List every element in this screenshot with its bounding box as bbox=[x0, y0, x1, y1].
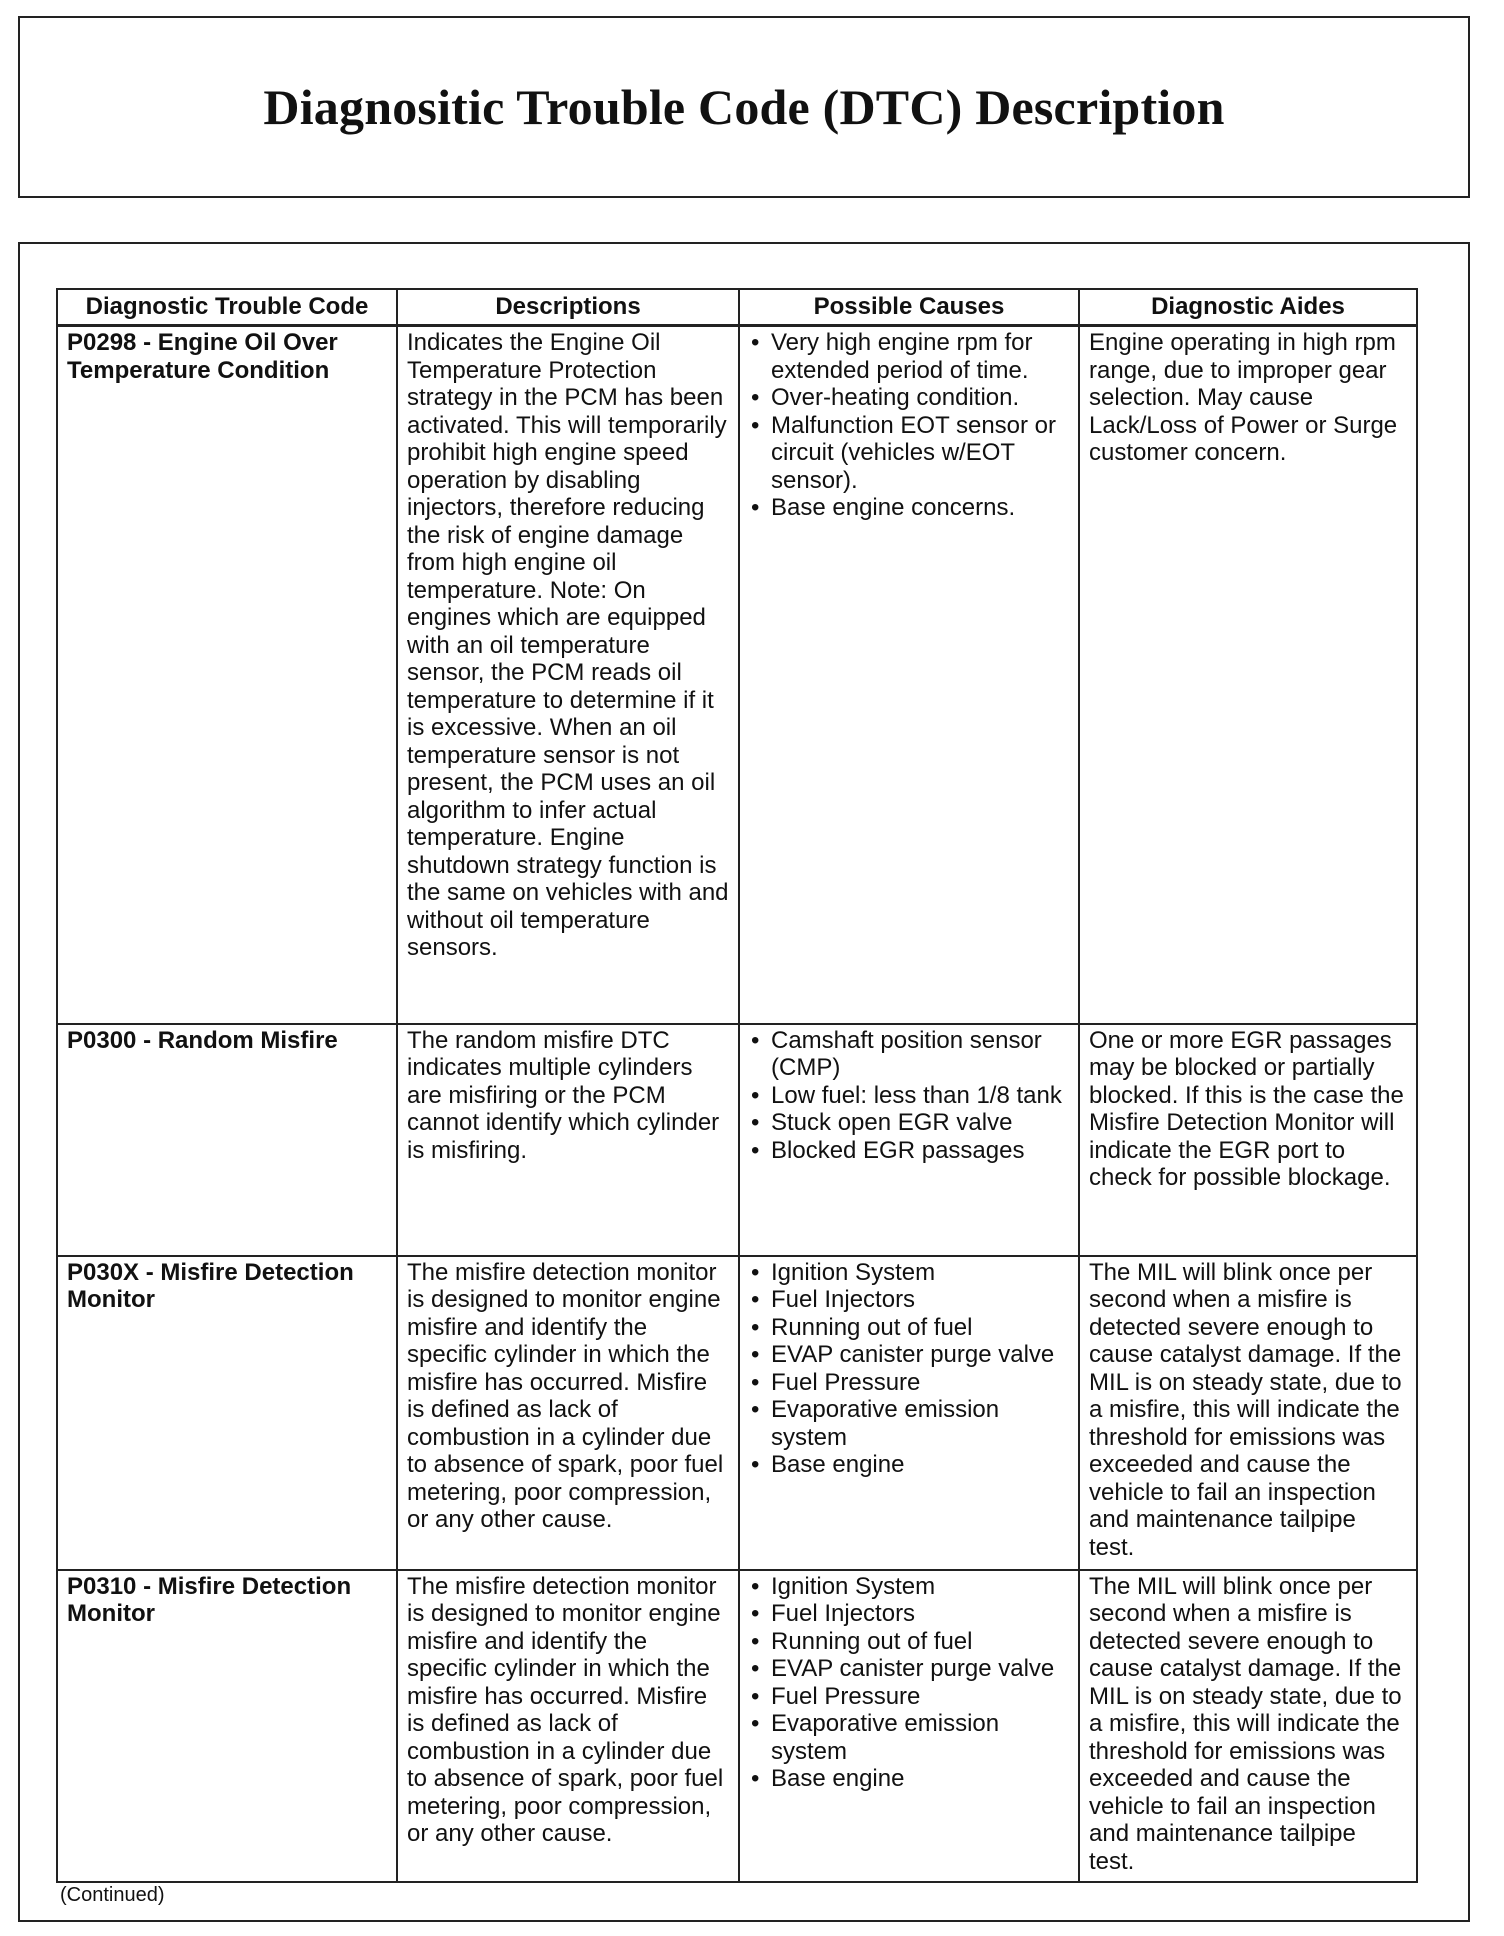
content-box bbox=[18, 242, 1470, 1922]
causes-list bbox=[749, 1573, 1069, 1793]
dtc-description: The misfire detection monitor is designed to monitor engine misfire and identify the specific cylinder in which the misfire has occurred. Misfire is defined as lack of combustion in a cylinder due to absence of spark, poor fuel metering, poor compression, or any other cause. bbox=[397, 1570, 739, 1882]
list-item: • EVAP canister purge valve bbox=[751, 1655, 1055, 1682]
list-item: • Malfunction EOT sensor or circuit (vehicles w/EOT sensor). bbox=[751, 411, 1057, 494]
continued-note: (Continued) bbox=[60, 1884, 165, 1906]
dtc-causes bbox=[739, 1024, 1079, 1256]
dtc-code: P0300 - Random Misfire bbox=[57, 1024, 397, 1256]
list-item: • Stuck open EGR valve bbox=[751, 1109, 1013, 1136]
header-descriptions: Descriptions bbox=[397, 289, 739, 326]
page-title: Diagnositic Trouble Code (DTC) Description bbox=[263, 79, 1225, 135]
table-row bbox=[57, 326, 1417, 1024]
list-item: • Base engine bbox=[751, 1451, 905, 1478]
list-item: • Low fuel: less than 1/8 tank bbox=[751, 1081, 1062, 1109]
dtc-description: The random misfire DTC indicates multiple cylinders are misfiring or the PCM cannot identify which cylinder is misfiring. bbox=[397, 1024, 739, 1256]
dtc-aides: The MIL will blink once per second when a misfire is detected severe enough to cause catalyst damage. If the MIL is on steady state, due to a misfire, this will indicate the threshold for emissions was exceeded and cause the vehicle to fail an inspection and maintenance tailpipe test. bbox=[1079, 1256, 1417, 1570]
dtc-table bbox=[56, 288, 1418, 1883]
dtc-causes bbox=[739, 326, 1079, 1024]
dtc-code: P0310 - Misfire Detection Monitor bbox=[57, 1570, 397, 1882]
dtc-description: Indicates the Engine Oil Temperature Protection strategy in the PCM has been activated. This will temporarily prohibit high engine speed operation by disabling injectors, therefore reducing the risk of engine damage from high engine oil temperature. Note: On engines which are equipped with an oil temperature sensor, the PCM reads oil temperature to determine if it is excessive. When an oil temperature sensor is not present, the PCM uses an oil algorithm to infer actual temperature. Engine shutdown strategy function is the same on vehicles with and without oil temperature sensors. bbox=[397, 326, 739, 1024]
list-item: • Very high engine rpm for extended period of time. bbox=[751, 329, 1033, 384]
dtc-aides: One or more EGR passages may be blocked or partially blocked. If this is the case the Misfire Detection Monitor will indicate the EGR port to check for possible blockage. bbox=[1079, 1024, 1417, 1256]
header-possible-causes: Possible Causes bbox=[739, 289, 1079, 326]
causes-list bbox=[749, 329, 1069, 522]
header-code: Diagnostic Trouble Code bbox=[57, 289, 397, 326]
list-item: • Fuel Pressure bbox=[751, 1682, 921, 1710]
list-item: • Fuel Pressure bbox=[751, 1368, 921, 1396]
title-box bbox=[18, 16, 1470, 198]
list-item: • Blocked EGR passages bbox=[751, 1136, 1025, 1164]
table-header-row bbox=[57, 289, 1417, 326]
causes-list bbox=[749, 1027, 1069, 1165]
list-item: • Evaporative emission system bbox=[751, 1396, 1000, 1451]
header-diagnostic-aides: Diagnostic Aides bbox=[1079, 289, 1417, 326]
causes-list bbox=[749, 1259, 1069, 1479]
dtc-description: The misfire detection monitor is designed to monitor engine misfire and identify the specific cylinder in which the misfire has occurred. Misfire is defined as lack of combustion in a cylinder due to absence of spark, poor fuel metering, poor compression, or any other cause. bbox=[397, 1256, 739, 1570]
table-row bbox=[57, 1024, 1417, 1256]
dtc-aides: Engine operating in high rpm range, due to improper gear selection. May cause Lack/Loss of Power or Surge customer concern. bbox=[1079, 326, 1417, 1024]
table-row bbox=[57, 1570, 1417, 1882]
list-item: • Over-heating condition. bbox=[751, 384, 1020, 411]
dtc-code: P0298 - Engine Oil Over Temperature Condition bbox=[57, 326, 397, 1024]
list-item: • Fuel Injectors bbox=[751, 1600, 916, 1627]
list-item: • Base engine concerns. bbox=[751, 494, 1016, 521]
list-item: • Running out of fuel bbox=[751, 1313, 973, 1341]
dtc-aides: The MIL will blink once per second when a misfire is detected severe enough to cause catalyst damage. If the MIL is on steady state, due to a misfire, this will indicate the threshold for emissions was exceeded and cause the vehicle to fail an inspection and maintenance tailpipe test. bbox=[1079, 1570, 1417, 1882]
list-item: • Ignition System bbox=[751, 1258, 936, 1286]
list-item: • Evaporative emission system bbox=[751, 1710, 1000, 1765]
list-item: • EVAP canister purge valve bbox=[751, 1341, 1055, 1368]
list-item: • Ignition System bbox=[751, 1572, 936, 1600]
list-item: • Running out of fuel bbox=[751, 1627, 973, 1655]
table-row bbox=[57, 1256, 1417, 1570]
list-item: • Camshaft position sensor (CMP) bbox=[751, 1026, 1042, 1081]
list-item: • Base engine bbox=[751, 1765, 905, 1792]
dtc-causes bbox=[739, 1570, 1079, 1882]
dtc-causes bbox=[739, 1256, 1079, 1570]
dtc-code: P030X - Misfire Detection Monitor bbox=[57, 1256, 397, 1570]
list-item: • Fuel Injectors bbox=[751, 1286, 916, 1313]
